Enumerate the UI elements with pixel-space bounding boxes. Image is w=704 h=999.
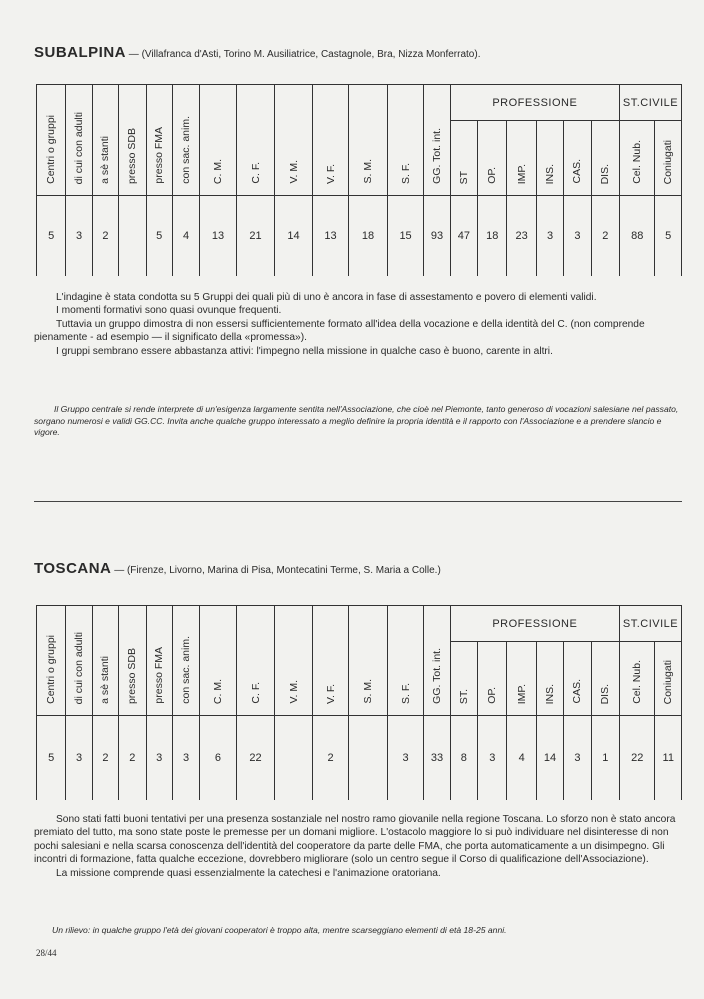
value-cm: 13 [200,196,237,276]
header-cm: C. M. [200,606,237,716]
section-divider [34,501,682,502]
value-cas: 3 [564,716,591,800]
page-number: 28/44 [36,948,57,958]
header-op: OP. [478,121,507,196]
header-imp: IMP. [507,121,536,196]
header-st: ST. [450,642,477,716]
value-op: 3 [478,716,507,800]
header-dis: DIS. [591,642,619,716]
value-sdb: 2 [119,716,146,800]
value-astanti: 2 [92,196,118,276]
value-ins: 14 [536,716,563,800]
paragraph: Tuttavia un gruppo dimostra di non essersi sufficientemente formato all'idea della vocazione e della identità del C. (non comprende pienamente - ad esempio — il significato della «promessa»). [34,318,645,344]
header-cas: CAS. [564,121,591,196]
header-centri: Centri o gruppi [37,606,66,716]
value-sf: 3 [387,716,424,800]
paragraph: L'indagine è stata condotta su 5 Gruppi dei quali più di uno è ancora in fase di assestamento e povero di elementi validi. [56,292,597,303]
header-cel: Cel. Nub. [620,121,655,196]
header-fma: presso FMA [146,85,172,196]
table-row [37,196,682,276]
header-astanti: a sè stanti [92,85,118,196]
header-vm: V. M. [275,606,313,716]
header-stcivile: ST.CIVILE [620,85,682,121]
paragraph: La missione comprende quasi essenzialmente la catechesi e l'animazione oratoriana. [56,867,441,879]
toscana-text [34,813,684,880]
value-cm: 6 [200,716,237,800]
value-fma: 3 [146,716,172,800]
value-imp: 4 [507,716,536,800]
header-dis: DIS. [591,121,619,196]
header-gg: GG. Tot. int. [424,606,450,716]
value-cel: 22 [620,716,655,800]
subalpina-table [36,84,682,276]
value-imp: 23 [507,196,536,276]
header-coniugati: Coniugati [655,121,682,196]
header-cas: CAS. [564,642,591,716]
region-places: — (Villafranca d'Asti, Torino M. Ausiliatrice, Castagnole, Bra, Nizza Monferrato). [128,49,481,60]
header-professione: PROFESSIONE [450,606,619,642]
region-name: SUBALPINA [34,44,127,61]
header-sac: con sac. anim. [172,85,199,196]
value-adulti: 3 [66,716,92,800]
header-cf: C. F. [236,606,275,716]
value-adulti: 3 [66,196,92,276]
header-professione: PROFESSIONE [450,85,619,121]
header-adulti: di cui con adulti [66,606,92,716]
header-adulti: di cui con adulti [66,85,92,196]
value-st: 47 [450,196,477,276]
value-centri: 5 [37,716,66,800]
toscana-title [34,560,441,577]
region-places: — (Firenze, Livorno, Marina di Pisa, Montecatini Terme, S. Maria a Colle.) [114,565,441,576]
header-op: OP. [478,642,507,716]
header-coniugati: Coniugati [655,642,682,716]
value-vf: 13 [312,196,349,276]
value-sdb [119,196,146,276]
value-sac: 3 [172,716,199,800]
header-ins: INS. [536,121,563,196]
header-sac: con sac. anim. [172,606,199,716]
header-centri: Centri o gruppi [37,85,66,196]
value-gg: 33 [424,716,450,800]
header-gg: GG. Tot. int. [424,85,450,196]
header-sm: S. M. [349,85,388,196]
value-centri: 5 [37,196,66,276]
value-st: 8 [450,716,477,800]
value-cel: 88 [620,196,655,276]
table-row [37,716,682,800]
header-imp: IMP. [507,642,536,716]
header-sf: S. F. [387,606,424,716]
header-sdb: presso SDB [119,606,146,716]
header-vm: V. M. [275,85,313,196]
header-cel: Cel. Nub. [620,642,655,716]
header-stcivile: ST.CIVILE [620,606,682,642]
header-sdb: presso SDB [119,85,146,196]
value-vm [275,716,313,800]
value-dis: 2 [591,196,619,276]
header-st: ST [450,121,477,196]
value-coniugati: 11 [655,716,682,800]
toscana-table [36,605,682,800]
header-astanti: a sè stanti [92,606,118,716]
region-name: TOSCANA [34,560,112,577]
value-sf: 15 [387,196,424,276]
header-vf: V. F. [312,606,349,716]
value-cf: 21 [236,196,275,276]
header-vf: V. F. [312,85,349,196]
value-vm: 14 [275,196,313,276]
value-sm: 18 [349,196,388,276]
toscana-note: Un rilievo: in qualche gruppo l'età dei giovani cooperatori è troppo alta, mentre scarseggiano elementi di età 18-25 anni. [52,925,507,935]
value-vf: 2 [312,716,349,800]
value-astanti: 2 [92,716,118,800]
value-fma: 5 [146,196,172,276]
value-dis: 1 [591,716,619,800]
paragraph: I gruppi sembrano essere abbastanza attivi: l'impegno nella missione in qualche caso è buono, carente in altri. [56,345,553,357]
value-cas: 3 [564,196,591,276]
header-sf: S. F. [387,85,424,196]
subalpina-title [34,44,480,61]
header-sm: S. M. [349,606,388,716]
value-coniugati: 5 [655,196,682,276]
paragraph: I momenti formativi sono quasi ovunque frequenti. [56,305,282,317]
value-sac: 4 [172,196,199,276]
value-gg: 93 [424,196,450,276]
paragraph: Sono stati fatti buoni tentativi per una presenza sostanziale nel nostro ramo giovanile nella regione Toscana. Lo sforzo non è stato ancora premiato del tutto, ma sono state poste le premesse per un domani migliore. L'ostacolo maggiore lo si può individuare nel disinteresse di non pochi salesiani e nella scarsa conoscenza dell'identità del cooperatore da parte delle FMA, che porta automaticamente a un disimpegno. Gli incontri di formazione, fatta qualche eccezione, dovrebbero migliorare (solo un centro segue il Corso di qualificazione dell'Associazione). [34,814,676,866]
subalpina-text [34,291,684,358]
header-cm: C. M. [200,85,237,196]
value-sm [349,716,388,800]
value-ins: 3 [536,196,563,276]
header-cf: C. F. [236,85,275,196]
subalpina-note: Il Gruppo centrale si rende interprete di un'esigenza largamente sentita nell'Associazione, che cioè nel Piemonte, tanto generoso di vocazioni salesiane nel passato, sorgano numerosi e validi GG.CC. Invita anche qualche gruppo interessato a meglio definire la propria identità e il rapporto con l'Associazione e a prendere slancio e vigore. [34,404,679,437]
value-op: 18 [478,196,507,276]
value-cf: 22 [236,716,275,800]
header-ins: INS. [536,642,563,716]
header-fma: presso FMA [146,606,172,716]
